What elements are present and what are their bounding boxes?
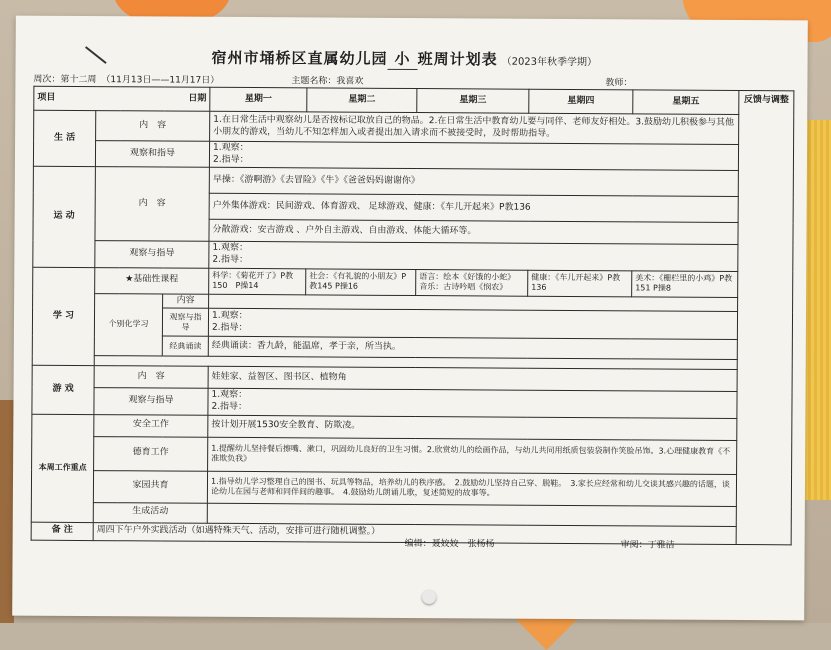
header-feedback: 反馈与调整 xyxy=(736,91,794,545)
study-indiv-label: 个别化学习 xyxy=(94,293,162,356)
course-tuesday: 社会：《有礼貌的小朋友》P 教145 P操16 xyxy=(306,269,416,296)
theme-name: 主题名称：我喜欢 xyxy=(291,76,364,87)
page-title: 宿州市埇桥区直属幼儿园 小 班周计划表 （2023年秋季学期） xyxy=(211,48,598,69)
editor-names: 编辑：聂姣姣 张杨杨 xyxy=(404,538,495,550)
life-label: 生 活 xyxy=(33,110,95,167)
sport-obs-label: 观察与指导 xyxy=(95,241,209,268)
study-classic-label: 经典诵读 xyxy=(162,336,208,356)
focus-home-label: 家园共育 xyxy=(93,470,207,503)
game-label: 游 戏 xyxy=(32,366,94,415)
header-thursday: 星期四 xyxy=(529,89,633,114)
sport-outdoor: 户外集体游戏：民间游戏、体育游戏、 足球游戏、健康：《车儿开起来》P教136 xyxy=(209,194,738,223)
header-monday: 星期一 xyxy=(210,87,307,112)
pen-mark xyxy=(85,46,107,64)
remark-label: 备 注 xyxy=(31,522,93,540)
plan-sheet xyxy=(12,16,808,621)
study-indiv-obs-label: 观察与指导 xyxy=(162,308,208,336)
header-friday: 星期五 xyxy=(633,90,739,115)
week-number: 周次：第十二周 xyxy=(33,74,97,86)
header-tuesday: 星期二 xyxy=(307,88,417,113)
class-name-blank: 小 xyxy=(388,48,418,70)
course-friday: 美术：《栅栏里的小鸡》P教 151 P操8 xyxy=(632,271,738,298)
focus-moral: 1.提醒幼儿坚持餐后擦嘴、漱口，巩固幼儿良好的卫生习惯。2.欣赏幼儿的绘画作品，与幼儿共同用纸质包装袋制作笑脸吊饰。3.心理健康教育《不准欺负我》 xyxy=(208,437,737,474)
study-basic-label: ★基础性课程 xyxy=(95,267,209,294)
term-label: （2023年秋季学期） xyxy=(501,56,598,69)
study-classic: 经典诵读：香九龄，能温席，孝于亲，所当执。 xyxy=(208,337,737,360)
sport-label: 运 动 xyxy=(33,167,96,268)
push-pin xyxy=(422,590,436,604)
game-content-label: 内 容 xyxy=(94,366,208,389)
life-obs-label: 观察和指导 xyxy=(95,141,209,168)
sport-scatter: 分散游戏：安吉游戏 、户外自主游戏、自由游戏、体能大循环等。 xyxy=(209,220,738,245)
header-wednesday: 星期三 xyxy=(417,89,529,114)
yellow-border-strip xyxy=(805,120,831,500)
teacher-label: 教师： xyxy=(605,78,633,89)
course-wednesday: 语言：绘本《好饿的小蛇》 音乐：古诗吟唱《悯农》 xyxy=(416,269,528,296)
course-monday: 科学：《菊花开了》P教 150 P操14 xyxy=(209,268,306,295)
focus-safety: 按计划开展1530安全教育、防欺凌。 xyxy=(208,415,737,440)
study-label: 学 习 xyxy=(32,267,95,366)
focus-moral-label: 德育工作 xyxy=(94,436,208,471)
focus-label: 本周工作重点 xyxy=(31,414,94,522)
reviewer-name: 审阅：丁雅洁 xyxy=(620,540,675,551)
course-thursday: 健康：《车儿开起来》P教136 xyxy=(528,270,632,297)
header-project-date: 项目 日期 xyxy=(34,86,210,111)
life-content: 1.在日常生活中观察幼儿是否按标记取放自己的物品。2.在日常生活中教育幼儿要与同伴、老师友好相处。3.鼓励幼儿积极参与其他小朋友的游戏，当幼儿不知怎样加入或者提出加入请求而不被接受时，及时帮助指导。 xyxy=(210,111,739,144)
game-obs: 1.观察： 2.指导： xyxy=(208,389,737,419)
focus-gen-label: 生成活动 xyxy=(93,502,207,523)
life-content-label: 内 容 xyxy=(96,111,210,142)
focus-safety-label: 安全工作 xyxy=(94,414,208,437)
remark-text: 周四下午户外实践活动（如遇特殊天气、活动，安排可进行随机调整。） xyxy=(93,522,791,544)
game-obs-label: 观察与指导 xyxy=(94,388,208,415)
life-obs: 1.观察： 2.指导： xyxy=(209,141,738,171)
sport-content-label: 内 容 xyxy=(95,167,209,242)
sport-morning: 早操：《游啊游》《去冒险》《牛》《爸爸妈妈谢谢你》 xyxy=(209,168,738,197)
study-indiv-content-label: 内容 xyxy=(163,294,209,309)
focus-home: 1.指导幼儿学习整理自己的图书、玩具等物品，培养幼儿的秩序感。 2.鼓励幼儿坚持自己穿、脱鞋。 3.家长应经常和幼儿交谈其感兴趣的话题，谈论幼儿在园与老师和同伴间的趣事。 4.鼓励幼儿朗诵儿歌，复述简短的故事等。 xyxy=(207,471,736,506)
weekly-plan-table xyxy=(31,86,795,545)
study-indiv-obs: 1.观察： 2.指导： xyxy=(208,309,737,340)
sport-obs: 1.观察： 2.指导： xyxy=(209,242,738,272)
week-dates: （11月13日——11月17日） xyxy=(101,75,220,86)
game-content: 娃娃家、益智区、图书区、植物角 xyxy=(208,367,737,392)
